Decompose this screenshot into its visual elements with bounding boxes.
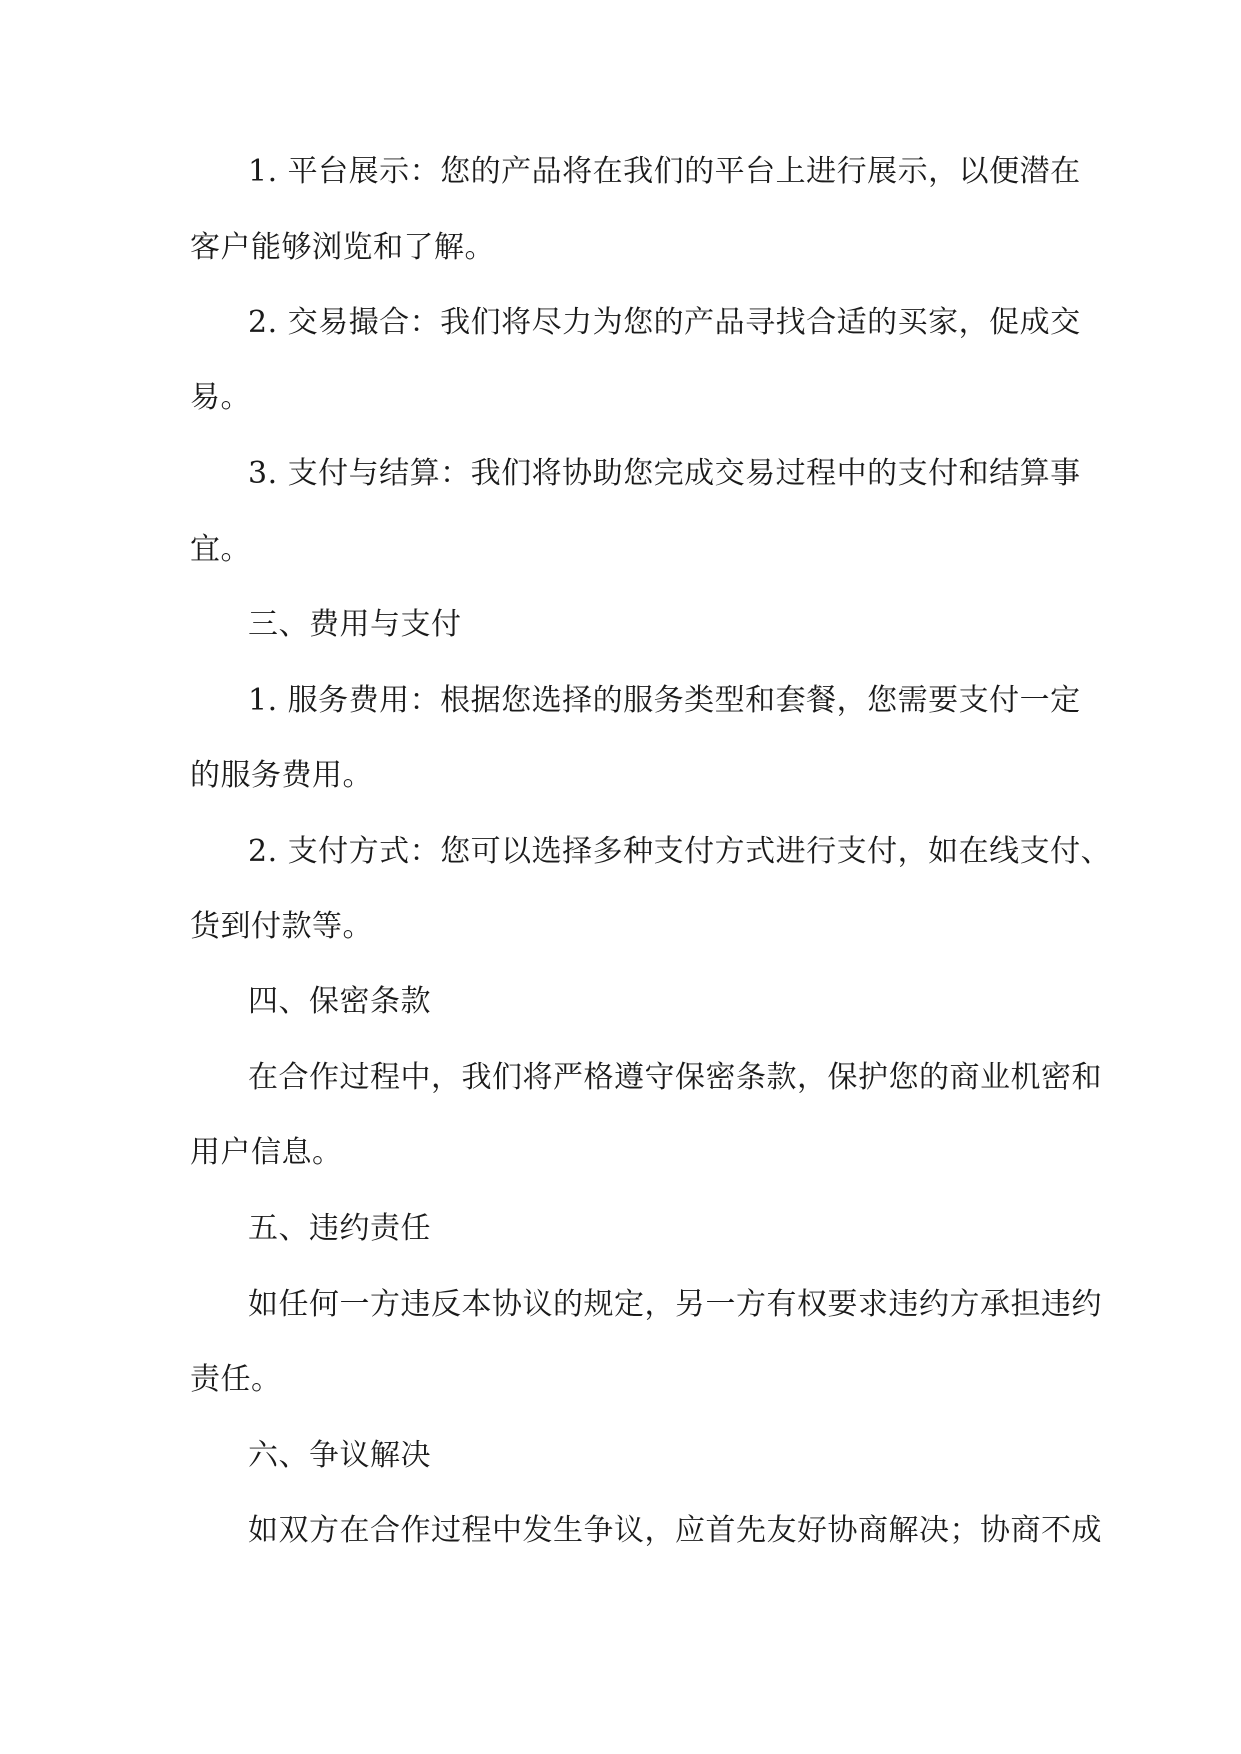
paragraph-line: 的服务费用。 <box>190 758 373 793</box>
paragraph-line: 如双方在合作过程中发生争议，应首先友好协商解决；协商不成 <box>248 1513 1102 1548</box>
paragraph-line: 货到付款等。 <box>190 909 373 944</box>
paragraph-line: 如任何一方违反本协议的规定，另一方有权要求违约方承担违约 <box>248 1287 1102 1322</box>
paragraph-line: 客户能够浏览和了解。 <box>190 230 495 265</box>
paragraph-line: 2. 支付方式：您可以选择多种支付方式进行支付，如在线支付、 <box>248 834 1112 869</box>
paragraph-line: 3. 支付与结算：我们将协助您完成交易过程中的支付和结算事 <box>248 456 1081 491</box>
paragraph-line: 责任。 <box>190 1362 282 1397</box>
paragraph-line: 宜。 <box>190 532 251 567</box>
paragraph-line: 1. 平台展示：您的产品将在我们的平台上进行展示，以便潜在 <box>248 154 1081 189</box>
paragraph-line: 在合作过程中，我们将严格遵守保密条款，保护您的商业机密和 <box>248 1060 1102 1095</box>
paragraph-line: 2. 交易撮合：我们将尽力为您的产品寻找合适的买家，促成交 <box>248 305 1081 340</box>
section-heading: 六、争议解决 <box>248 1438 431 1473</box>
paragraph-line: 易。 <box>190 380 251 415</box>
paragraph-line: 1. 服务费用：根据您选择的服务类型和套餐，您需要支付一定 <box>248 683 1081 718</box>
section-heading: 三、费用与支付 <box>248 607 462 642</box>
section-heading: 四、保密条款 <box>248 984 431 1019</box>
section-heading: 五、违约责任 <box>248 1211 431 1246</box>
paragraph-line: 用户信息。 <box>190 1135 343 1170</box>
